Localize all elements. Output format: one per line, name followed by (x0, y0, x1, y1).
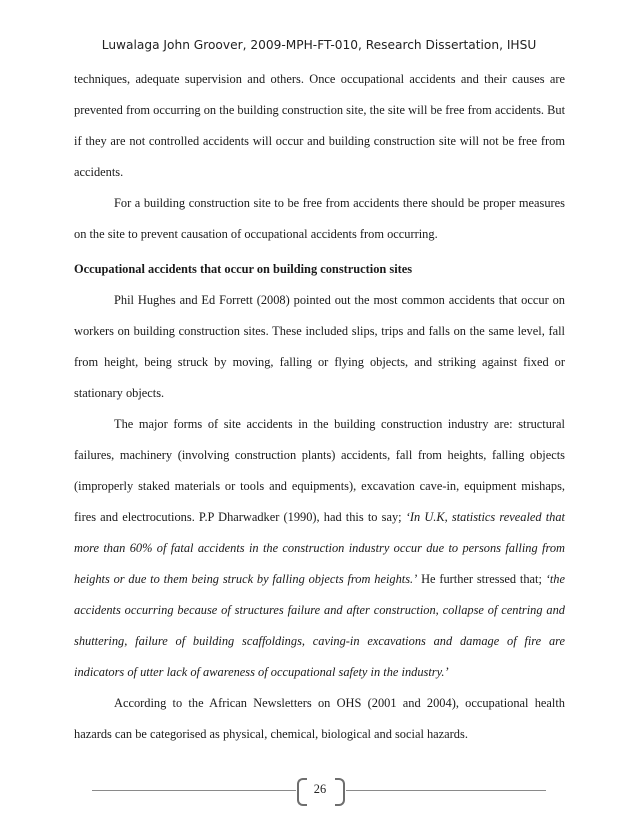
page-footer (0, 778, 638, 806)
page-number: 26 (313, 782, 327, 796)
section-heading: Occupational accidents that occur on building construction sites (74, 262, 413, 276)
quotation: ‘In U.K, statistics revealed that more than 60% of fatal accidents in the construction industry occur due to persons falling from heights or due to them being struck by falling objects from heights.’ (74, 510, 566, 586)
paragraph-text: He further stressed that; (417, 572, 546, 586)
quotation: ‘the accidents occurring because of structures failure and after construction, collapse of centring and shuttering, failure of building scaffoldings, caving-in excavations and damage of fire are indicators of utter lack of awareness of occupational safety in the industry.’ (74, 572, 565, 679)
footer-rule-left (92, 790, 296, 791)
paragraph: techniques, adequate supervision and others. Once occupational accidents and their causes are prevented from occurring on the building construction site, the site will be free from accidents. But if they are not controlled accidents will occur and building construction site will not be free from accidents. (74, 72, 566, 179)
paragraph: For a building construction site to be free from accidents there should be proper measures on the site to prevent causation of occupational accidents from occurring. (74, 196, 565, 241)
running-header: Luwalaga John Groover, 2009-MPH-FT-010, Research Dissertation, IHSU (101, 38, 537, 52)
close-bracket-icon (335, 778, 345, 806)
document-body (74, 64, 565, 750)
paragraph: According to the African Newsletters on OHS (2001 and 2004), occupational health hazards can be categorised as physical, chemical, biological and social hazards. (74, 696, 565, 741)
paragraph: Phil Hughes and Ed Forrett (2008) pointed out the most common accidents that occur on workers on building construction sites. These included slips, trips and falls on the same level, fall from height, being struck by moving, falling or flying objects, and striking against fixed or stationary objects. (74, 293, 565, 400)
footer-rule-right (346, 790, 546, 791)
paragraph (74, 409, 565, 688)
paragraph-text: The major forms of site accidents in the building construction industry are: structural failures, machinery (involving construction plants) accidents, fall from heights, falling objects (improperly staked materials or tools and equipments), excavation cave-in, equipment mishaps, fires and electrocutions. P.P Dharwadker (1990), had this to say; (74, 417, 565, 524)
